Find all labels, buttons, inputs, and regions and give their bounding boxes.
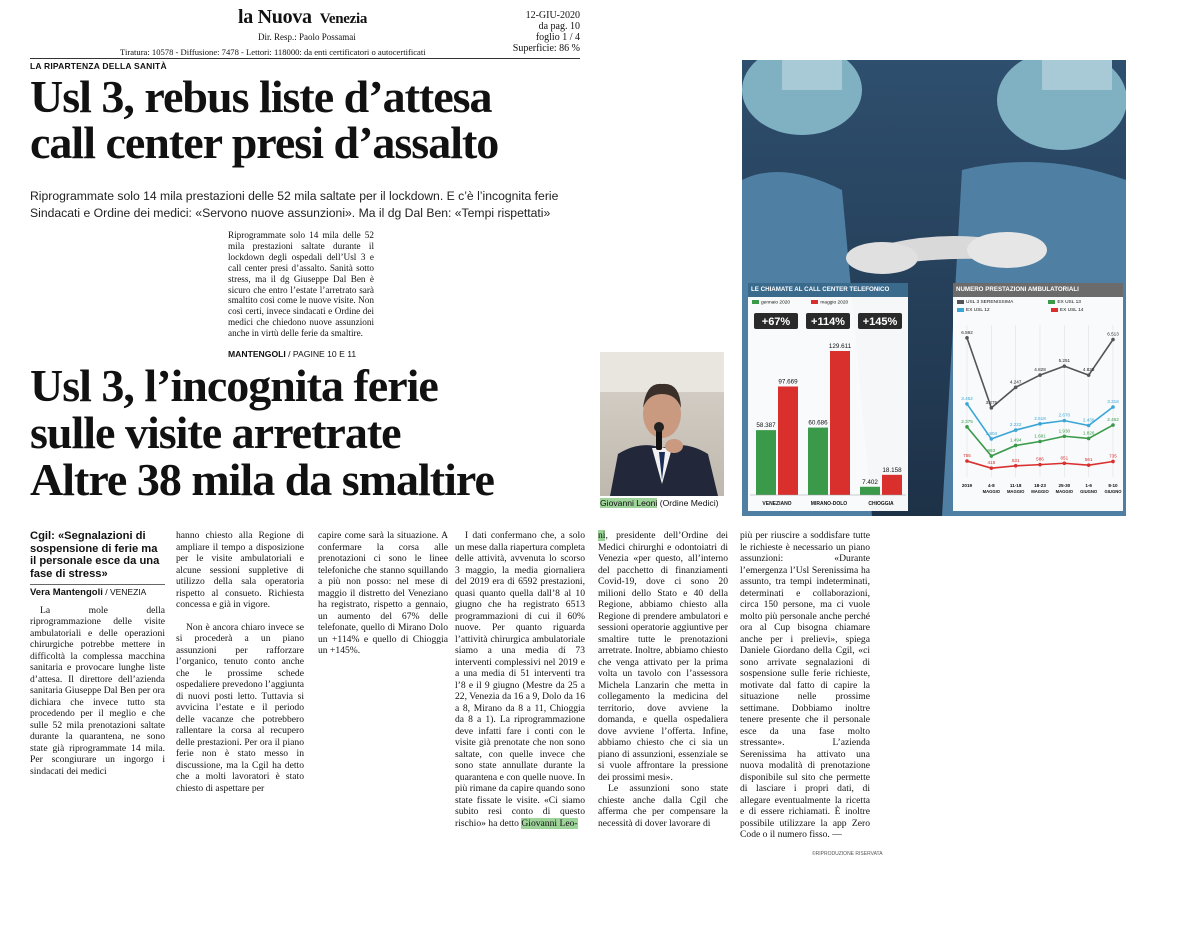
calls-chart-panel: [748, 283, 908, 511]
series-point: [1014, 464, 1018, 468]
masthead-divider: [30, 58, 580, 59]
point-value-label: 2.518: [1034, 415, 1046, 421]
point-value-label: 1.494: [1009, 437, 1022, 443]
point-value-label: 418: [987, 460, 996, 466]
x-tick-label: 4-8: [988, 483, 995, 488]
caption-name: Giovanni Leoni: [600, 498, 658, 508]
series-point: [1087, 373, 1091, 377]
series-point: [1063, 419, 1067, 423]
x-tick-sublabel: MAGGIO: [1031, 489, 1049, 494]
series-point: [1111, 423, 1115, 427]
legend-may: maggio 2020: [820, 300, 849, 306]
series-point: [1111, 405, 1115, 409]
point-value-label: 651: [1060, 455, 1069, 461]
bar: [860, 487, 880, 495]
series-point: [990, 454, 994, 458]
point-value-label: 1.804: [985, 430, 998, 436]
subheadline: [30, 188, 590, 222]
point-value-label: 4.825: [1082, 367, 1095, 373]
x-tick-label: 1-6: [1085, 483, 1092, 488]
series-point: [1087, 424, 1091, 428]
visits-chart: [953, 315, 1123, 511]
legend-swatch-usl12: [957, 308, 964, 312]
visits-chart-title: NUMERO PRESTAZIONI AMBULATORIALI: [953, 283, 1123, 297]
bar: [778, 386, 798, 495]
point-value-label: 6.592: [961, 329, 973, 335]
bar-value-label: 7.402: [862, 478, 878, 486]
date-block: [512, 10, 580, 54]
headline-main: [30, 71, 590, 168]
x-tick-label: 25-30: [1058, 483, 1071, 488]
series-point: [1038, 422, 1042, 426]
column-2-text-b: Non è ancora chiaro invece se si procederà a un piano assunzioni per rafforzare l’organico, tenuto conto anche che le prossime schede ospedaliere prevedono l’aggiunta di nuovi posti letto. Tuttavia si avvicina l’estate e il periodo delle vacanze che potrebbero rallentare la corsa al recupero delle prestazioni. Per ora il piano ferie non è stato messo in discussione, ma la Cgil ha detto che a molti lavoratori è stato chiesto di aspettare per: [176, 621, 304, 794]
point-value-label: 2.670: [1058, 412, 1071, 418]
point-value-label: 531: [1011, 457, 1020, 463]
visits-chart-panel: [953, 283, 1123, 511]
change-label: +114%: [811, 316, 845, 328]
point-value-label: 2.439: [1082, 417, 1095, 423]
name-highlight-end: ni: [598, 530, 606, 541]
bar-value-label: 60.686: [808, 419, 828, 427]
article-column-2: [176, 530, 304, 794]
edition-name: Venezia: [319, 11, 368, 27]
point-value-label: 561: [1084, 457, 1093, 463]
point-value-label: 735: [1109, 453, 1117, 459]
series-point: [965, 336, 969, 340]
summary-pages: / PAGINE 10 E 11: [285, 349, 357, 359]
legend-usl13: EX USL 13: [1057, 300, 1081, 305]
point-value-label: 2.375: [961, 418, 973, 424]
point-value-label: 586: [1036, 456, 1044, 462]
series-point: [1014, 428, 1018, 432]
series-point: [990, 437, 994, 441]
director-line: Dir. Resp.: Paolo Possamai: [258, 32, 356, 42]
legend-usl14: EX USL 14: [1059, 308, 1084, 313]
point-value-label: 2.222: [1009, 422, 1022, 428]
box-title: Cgil: «Segnalazioni di sospensione di ferie ma il personale esce da una fase di stress»: [30, 530, 160, 580]
headline-secondary-line2: sulle visite arretrate: [30, 407, 401, 458]
summary-reference: [228, 349, 356, 359]
bar-value-label: 97.669: [778, 378, 798, 386]
portrait-photo: [600, 352, 724, 496]
x-tick-label: 18-23: [1034, 483, 1046, 488]
bar-value-label: 18.158: [882, 466, 902, 474]
legend-swatch-usl3: [957, 300, 964, 304]
category-label: VENEZIANO: [762, 501, 792, 507]
column-5-text-b: Le assunzioni sono state chieste anche dalla Cgil che afferma che per compensare la necessità di dover lavorare di: [598, 783, 728, 829]
page-from: da pag. 10: [538, 21, 580, 32]
series-point: [990, 406, 994, 410]
name-highlight: Giovanni Leo-: [521, 817, 578, 829]
point-value-label: 3.316: [1107, 398, 1119, 404]
calls-legend: [752, 300, 848, 305]
article-column-5: [598, 530, 728, 829]
summary-text: Riprogrammate solo 14 mila delle 52 mila prestazioni saltate durante il lockdown degli ospedali dell’Usl 3 e call center presi d’assalto. Sanità sotto stress, ma il dg Giuseppe Dal Ben è sicuro che entro l’estate l’arretrato sarà smaltito così come le nuove visite. Non così certi, invece sindacati e Ordine dei medici che chiedono nuove assunzioni anche in virtù delle ferie da smaltire.: [228, 230, 374, 339]
calls-chart-title: LE CHIAMATE AL CALL CENTER TELEFONICO: [748, 283, 908, 297]
headline-secondary-line1: Usl 3, l’incognita ferie: [30, 360, 438, 411]
series-point: [965, 425, 969, 429]
series-point: [1014, 386, 1018, 390]
article-column-1: [30, 530, 165, 777]
headline-secondary-line3: Altre 38 mila da smaltire: [30, 454, 494, 505]
bar: [830, 351, 850, 495]
date: 12-GIU-2020: [525, 10, 580, 21]
point-value-label: 993: [987, 448, 996, 454]
series-point: [1111, 460, 1115, 464]
caption-role: (Ordine Medici): [657, 498, 719, 508]
calls-chart: [748, 309, 908, 509]
portrait-caption: [600, 498, 718, 508]
legend-swatch-jan: [752, 300, 759, 304]
series-point: [1111, 338, 1115, 342]
headline-secondary: [30, 362, 595, 503]
x-tick-label: 2019: [961, 483, 973, 488]
series-point: [1038, 373, 1042, 377]
masthead-title: [238, 6, 367, 29]
column-3-text: capire come sarà la situazione. A confermare la corsa alle prenotazioni ci sono le linee telefoniche che stanno squillando a più non posso: nel mese di maggio il distretto del Veneziano ha registrato, rispetto a gennaio, un aumento del 67% delle telefonate, quello di Mirano Dolo un +114% e quello di Chioggia un +145%.: [318, 530, 448, 656]
point-value-label: 6.513: [1107, 331, 1119, 337]
x-tick-sublabel: MAGGIO: [982, 489, 1001, 494]
summary-author: MANTENGOLI: [228, 349, 286, 359]
point-value-label: 4.247: [1009, 379, 1022, 385]
bar: [808, 428, 828, 495]
circulation-line: Tiratura: 10578 - Diffusione: 7478 - Lettori: 118000: da enti certificatori o autocertificati: [120, 47, 426, 57]
series-point: [965, 402, 969, 406]
series-point: [990, 466, 994, 470]
category-label: CHIOGGIA: [868, 501, 894, 507]
series-point: [965, 459, 969, 463]
legend-swatch-usl13: [1048, 300, 1055, 304]
section-label: LA RIPARTENZA DELLA SANITÀ: [30, 61, 167, 71]
point-value-label: 1.681: [1034, 433, 1046, 439]
series-point: [1087, 437, 1091, 441]
byline-author: Vera Mantengoli: [30, 587, 103, 599]
series-point: [1014, 444, 1018, 448]
copyright-note: ©RIPRODUZIONE RISERVATA: [812, 851, 883, 857]
legend-jan: gennaio 2020: [761, 300, 791, 306]
point-value-label: 1.930: [1058, 428, 1071, 434]
series-point: [1038, 463, 1042, 467]
visits-legend: [957, 299, 1123, 315]
column-5-text-a: , presidente dell’Ordine dei Medici chirurghi e odontoiatri di Venezia «per questo, all’interno del pacchetto di finanziamenti Covid-19, dove ci sono 20 milioni dello Stato e 40 della Regione, abbiamo chiesto alla Regione di prendere ambulatori e sessioni operatorie aggiuntive per smaltire tutte le prenotazioni arretrate. Inoltre, abbiamo chiesto che venga attivato per la prima volta un tavolo con l’assessora Michela Lanzarin che metta in collegamento la medicina del territorio, dove avviene la domanda, e quella ospedaliera dove avviene l’offerta. Infine, abbiamo chiesto che ci sia un piano di assunzioni, essenziale se si vuole affrontare la pressione dei prossimi mesi».: [598, 530, 728, 783]
column-6-text: più per riuscire a soddisfare tutte le richieste è necessario un piano assunzioni: «Durante l’emergenza l’Usl Serenissima ha assunto, tra tempi indeterminati, determinati e collaborazioni, circa 150 persone, ma ci vuole molto più personale anche perché ora al Cup bisogna chiamare anche per i prelievi», spiega Daniele Giordano della Cgil, «ci sono arrivate segnalazioni di sospensione sulle ferie richieste, motivate dal fatto di capire la situazione nelle prossime settimane. Dobbiamo inoltre tenere presente che il personale esce da una fase molto stressante». L’azienda Serenissima ha attivato una nuova modalità di prenotazione disponibile sul sito che permette di lasciare i propri dati, di allegare eventualmente la ricetta e di essere richiamati. È inoltre possibile utilizzare la app Zero Code o il numero fisso. —: [740, 530, 870, 840]
series-point: [1087, 463, 1091, 467]
x-tick-label: 11-18: [1009, 483, 1022, 488]
x-tick-label: 8-10: [1108, 483, 1118, 488]
series-point: [1063, 434, 1067, 438]
headline-main-line2: call center presi d’assalto: [30, 117, 499, 168]
legend-swatch-may: [811, 300, 818, 304]
point-value-label: 3.275: [985, 399, 998, 405]
point-value-label: 1.826: [1082, 430, 1095, 436]
bar: [756, 430, 776, 495]
bar: [882, 475, 902, 495]
point-value-label: 3.462: [961, 395, 973, 401]
bar-value-label: 129.611: [828, 342, 852, 350]
x-tick-sublabel: MAGGIO: [1055, 489, 1074, 494]
subheadline-line1: Riprogrammate solo 14 mila prestazioni delle 52 mila saltate per il lockdown. E c’è l’incognita ferie: [30, 189, 559, 203]
sheet: foglio 1 / 4: [535, 32, 580, 43]
series-point: [1063, 461, 1067, 465]
x-tick-sublabel: MAGGIO: [1006, 489, 1025, 494]
change-label: +67%: [761, 316, 791, 328]
legend-usl3: USL 3 SERENISSIMA: [966, 300, 1014, 305]
column-1-text: La mole della riprogrammazione delle visite ambulatoriali e delle operazioni chirurgiche potrebbe mettere in difficoltà la complessa macchina sanitaria e provocare lunghe liste d’attesa. Il direttore dell’azienda sanitaria Giuseppe Dal Ben per ora dichiara che invece tutto sta procedendo per il meglio e che sulle 52 mila prenotazioni saltate durante la quarantena, ne sono state già riprogrammate 14 mila. Per scongiurare un ingorgo i sindacati dei medici: [30, 604, 165, 777]
article-column-4: [455, 530, 585, 829]
category-label: MIRANO-DOLO: [810, 501, 848, 507]
legend-usl12: EX USL 12: [966, 308, 990, 313]
surface: Superficie: 86 %: [512, 43, 580, 54]
x-tick-sublabel: GIUGNO: [1080, 489, 1098, 494]
paper-name: la Nuova: [238, 6, 312, 28]
byline: [30, 584, 165, 599]
x-tick-sublabel: GIUGNO: [1104, 489, 1122, 494]
point-value-label: 4.828: [1034, 367, 1046, 373]
article-column-6: [740, 530, 870, 841]
bar-value-label: 58.387: [756, 422, 776, 430]
legend-swatch-usl14: [1051, 308, 1058, 312]
change-label: +145%: [862, 316, 898, 328]
point-value-label: 5.251: [1058, 358, 1071, 364]
portrait-illustration: [600, 352, 724, 496]
subheadline-line2: Sindacati e Ordine dei medici: «Servono nuove assunzioni». Ma il dg Dal Ben: «Tempi rispettati»: [30, 206, 551, 220]
series-point: [1038, 440, 1042, 444]
point-value-label: 755: [963, 453, 971, 459]
point-value-label: 2.462: [1107, 417, 1119, 423]
column-2-text-a: hanno chiesto alla Regione di ampliare il tempo a disposizione per le visite ambulatoriali e alcune sessioni suppletive di utilizzo della sala operatoria rispetto al consueto. Richiesta concessa e già in vigore.: [176, 530, 304, 610]
column-4-text: I dati confermano che, a solo un mese dalla riapertura completa delle attività, avvenuta lo scorso 3 maggio, la media giornaliera del 2019 era di 6592 prestazioni, quasi quanto quella dall’8 al 10 giugno che ha registrato 6513 programmazioni di cui il 60% nuove. Per quanto riguarda l’attività chirurgica ambulatoriale siamo a una media di 73 interventi complessivi nel 2019 e a una media di 51 interventi tra l’8 e il 9 giugno (Mestre da 25 a 22, Venezia da 16 a 9, Dolo da 16 a 8, Mirano da 8 a 11, Chioggia da 8 a 1). La riprogrammazione deve infatti fare i conti con le visite già prenotate che non sono saltate, con quelle invece che sono state annullate durante la quarantena e con quelle nuove. In più rimane da capire quando sono state fissate le visite. «Ci siamo subito resi conto di questo rischio» ha detto: [455, 530, 585, 829]
headline-main-line1: Usl 3, rebus liste d’attesa: [30, 71, 492, 122]
byline-place: / VENEZIA: [102, 587, 147, 598]
article-column-3: [318, 530, 448, 657]
series-point: [1063, 364, 1067, 368]
